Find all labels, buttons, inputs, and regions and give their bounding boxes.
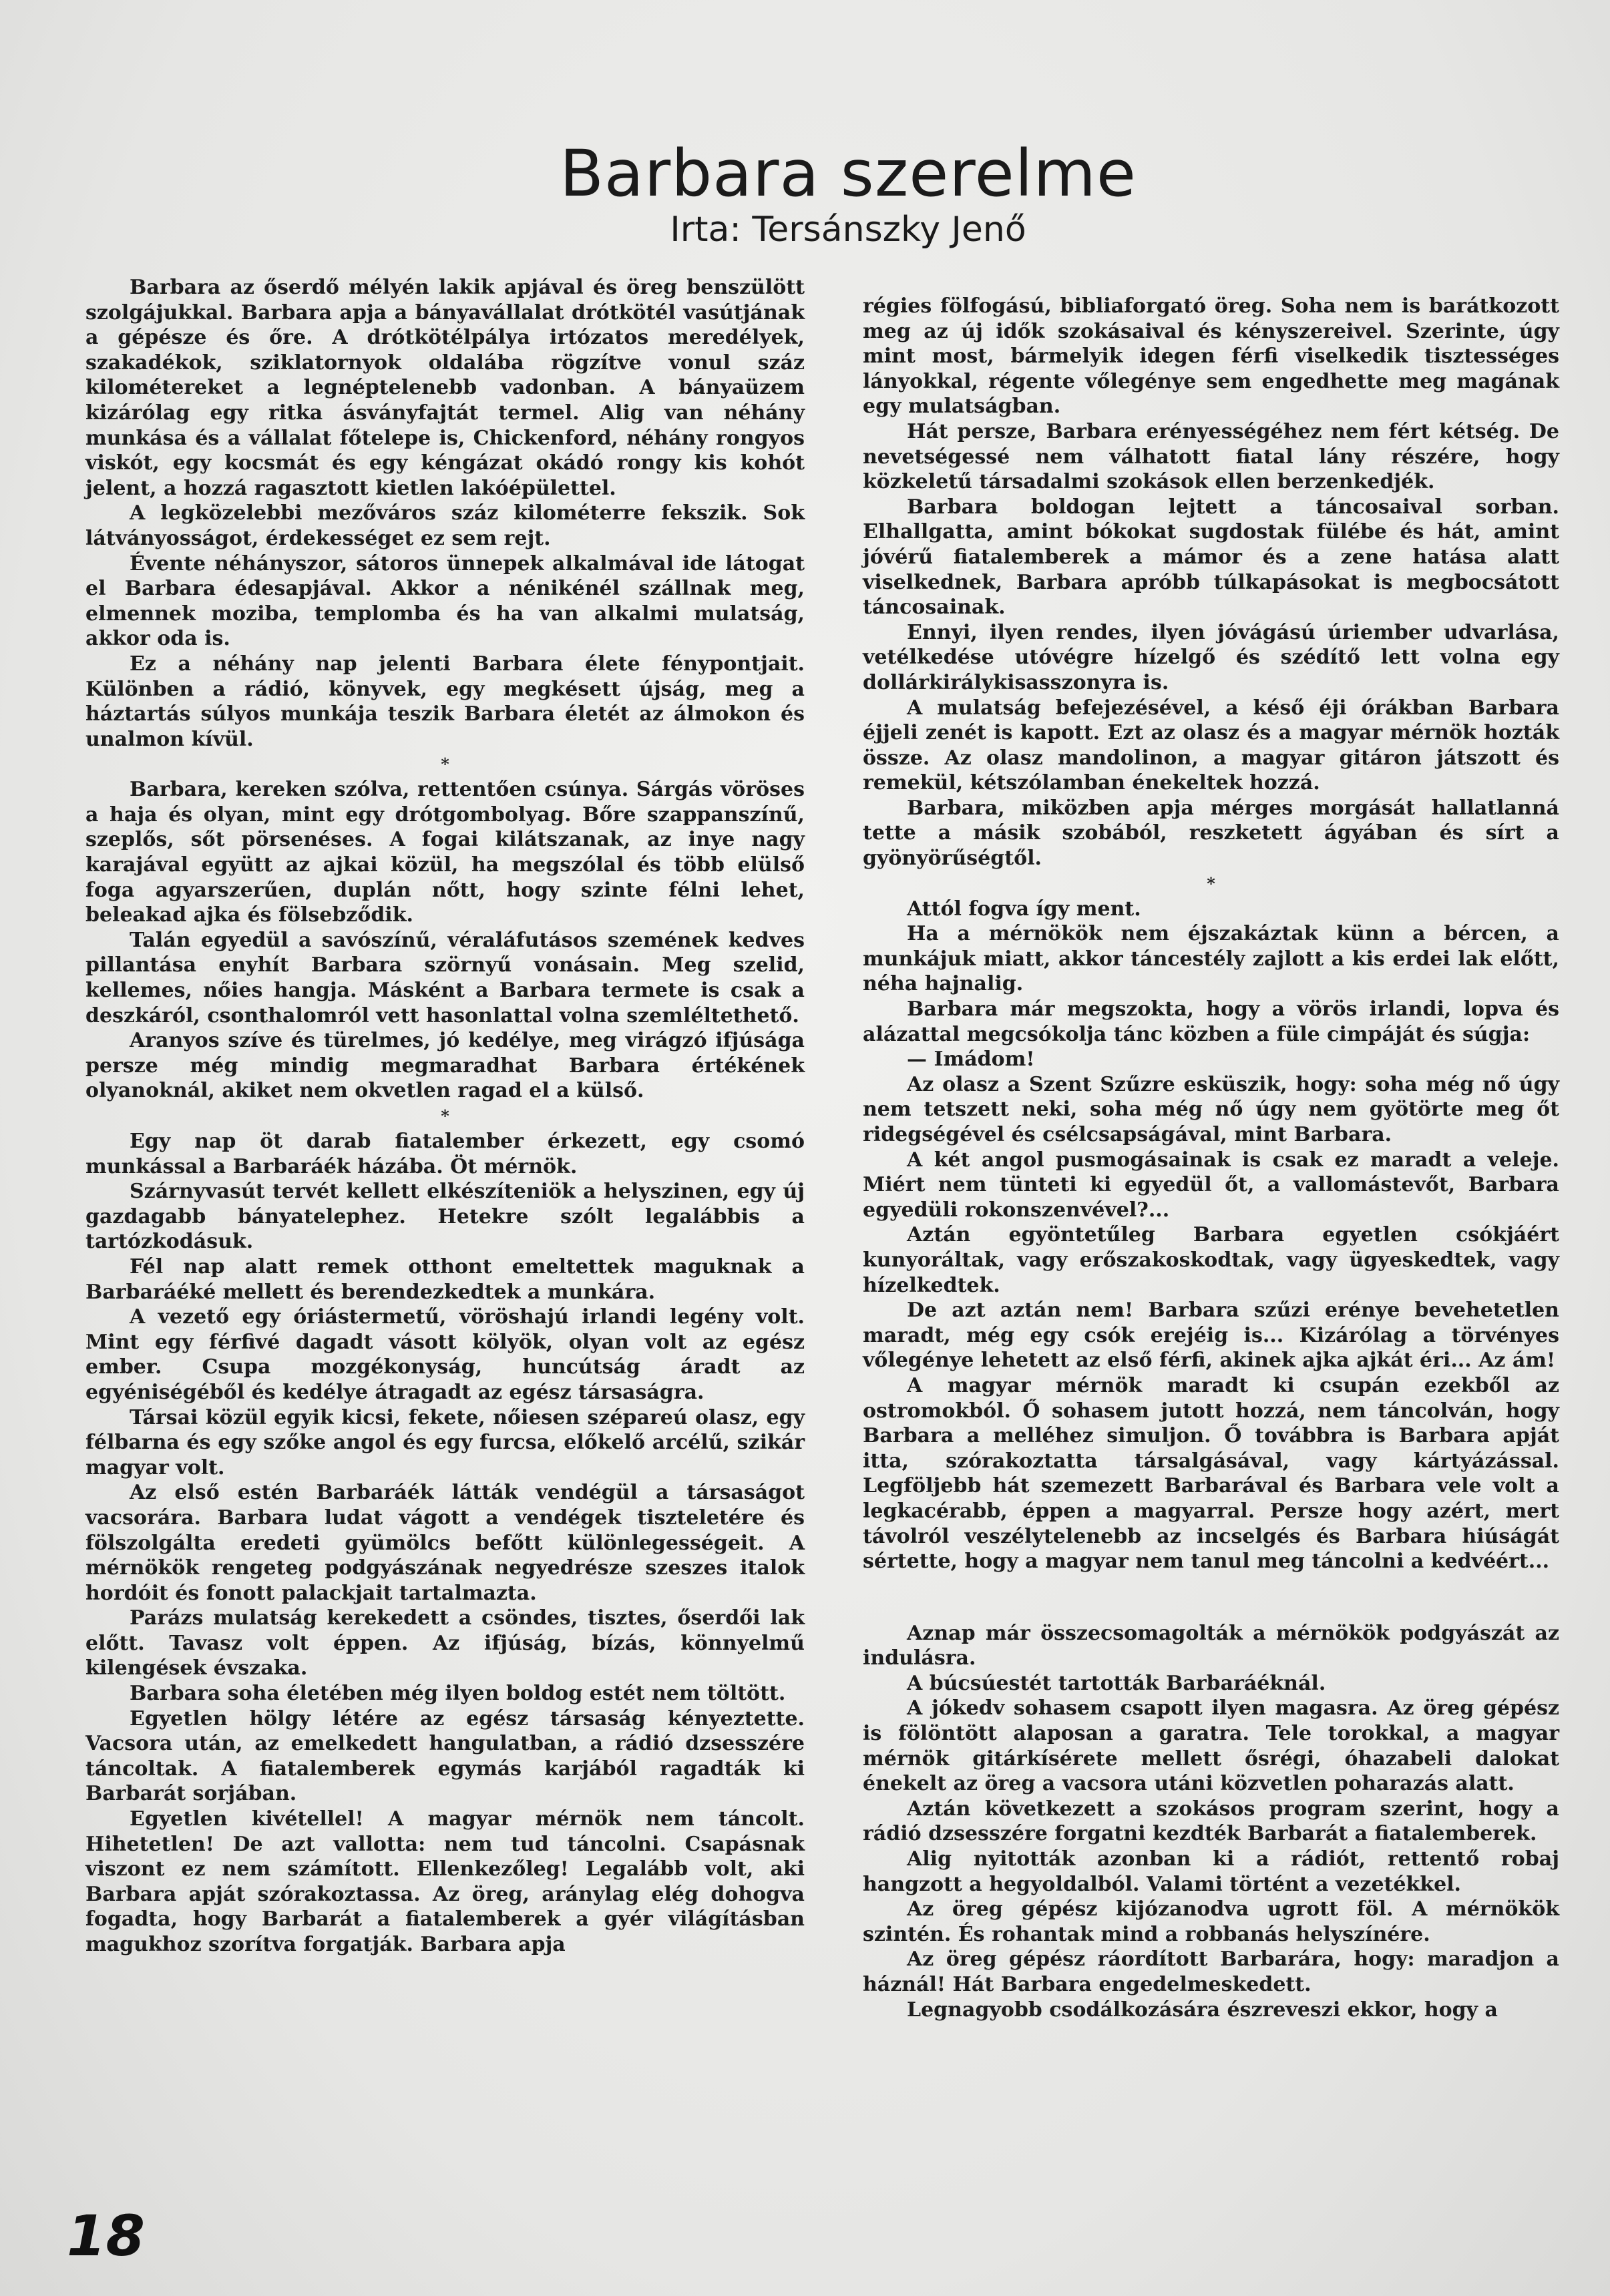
paragraph: Talán egyedül a savószínű, véraláfutásos szemének kedves pillantása enyhít Barbara szörnyű vonásain. Meg szelid, kellemes, nőies hangja. Másként a Barbara termete is csak a deszkáról, csonthalomról vett hasonlattal volna szemléltethető.: [85, 928, 805, 1027]
paragraph: Alig nyitották azonban ki a rádiót, rettentő robaj hangzott a hegyoldalból. Valami történt a vezetékkel.: [863, 1847, 1559, 1896]
section-gap: [863, 1574, 1559, 1621]
paragraph: Parázs mulatság kerekedett a csöndes, tisztes, őserdői lak előtt. Tavasz volt éppen. Az ifjúság, bízás, könnyelmű kilengések évszaka.: [85, 1606, 805, 1680]
paragraph: Attól fogva így ment.: [907, 897, 1141, 921]
paragraph: Aznap már összecsomagolták a mérnökök podgyászát az indulásra.: [863, 1621, 1559, 1670]
paragraph: régies fölfogású, bibliaforgató öreg. Soha nem is barátkozott meg az új idők szokásaival és kényszereivel. Szerinte, úgy mint most, bármelyik idegen férfi viselkedik tisztességes lányokkal, régente vőlegénye sem engedhette meg magának egy mulatságban.: [863, 294, 1559, 419]
page-number: 18: [67, 2203, 145, 2269]
paragraph: Ha a mérnökök nem éjszakáztak künn a bércen, a munkájuk miatt, akkor táncestély zajlott a kis erdei lak előtt, néha hajnalig.: [863, 922, 1559, 996]
paragraph: Társai közül egyik kicsi, fekete, nőiesen szépareú olasz, egy félbarna és egy szőke angol és egy furcsa, előkelő arcélű, szikár magyar volt.: [85, 1405, 805, 1479]
paragraph: Az olasz a Szent Szűzre esküszik, hogy: soha még nő úgy nem tetszett neki, soha még nő úgy nem gyötörte meg őt ridegségével és csélcsapságával, mint Barbara.: [863, 1072, 1559, 1146]
paragraph: Az öreg gépész ráordított Barbarára, hogy: maradjon a háznál! Hát Barbara engedelmeskedett.: [863, 1947, 1559, 1996]
paragraph: Aztán egyöntetűleg Barbara egyetlen csókjáért kunyoráltak, vagy erőszakoskodtak, vagy ügyeskedtek, vagy hízelkedtek.: [863, 1223, 1559, 1297]
paragraph: A búcsúestét tartották Barbaráéknál.: [907, 1671, 1326, 1695]
paragraph: Barbara az őserdő mélyén lakik apjával és öreg benszülött szolgájukkal. Barbara apja a bányavállalat drótkötél vasútjának a gépésze és őre. A drótkötélpálya irtózatos meredélyek, szakadékok, sziklatornyok oldalába rögzítve vonul száz kilométereket a legnéptelenebb vadonban. A bányaüzem kizárólag egy ritka ásványfajtát termel. Alig van néhány munkása és a vállalat főtelepe is, Chickenford, néhány rongyos viskót, egy kocsmát és egy kéngázat okádó rongy kis kohót jelent, a hozzá ragasztott kietlen lakóépülettel.: [85, 276, 805, 500]
paragraph: A két angol pusmogásainak is csak ez maradt a veleje. Miért nem tünteti ki egyedül őt, a vallomástevőt, Barbara egyedüli rokonszenvével?...: [863, 1148, 1559, 1222]
section-separator: *: [441, 1106, 449, 1126]
paragraph: Az öreg gépész kijózanodva ugrott föl. A mérnökök szintén. És rohantak mind a robbanás helyszínére.: [863, 1897, 1559, 1946]
right-column: [863, 294, 1559, 2270]
paragraph: Hát persze, Barbara erényességéhez nem fért kétség. De nevetségessé nem válhatott fiatal lány részére, hogy közkeletű társadalmi szokások ellen berzenkedjék.: [863, 419, 1559, 494]
section-separator: *: [1207, 873, 1215, 893]
paragraph: Ennyi, ilyen rendes, ilyen jóvágású úriember udvarlása, vetélkedése utóvégre hízelgő és szédítő lett volna egy dollárkirálykisasszonyra is.: [863, 620, 1559, 694]
paragraph: Legnagyobb csodálkozására észreveszi ekkor, hogy a: [907, 1998, 1498, 2022]
paragraph: Barbara már megszokta, hogy a vörös irlandi, lopva és alázattal megcsókolja tánc közben a füle cimpáját és súgja:: [863, 997, 1559, 1046]
paragraph: Egyetlen hölgy létére az egész társaság kényeztette. Vacsora után, az emelkedett hangulatban, a rádió dzsesszére táncoltak. A fiatalemberek egymás karjából ragadták ki Barbarát sorjában.: [85, 1706, 805, 1806]
paragraph: Szárnyvasút tervét kellett elkészíteniök a helyszinen, egy új gazdagabb bányatelephez. Hetekre szólt legalábbis a tartózkodásuk.: [85, 1180, 805, 1254]
section-separator: *: [441, 754, 449, 774]
paragraph: Fél nap alatt remek otthont emeltettek maguknak a Barbaráéké mellett és berendezkedtek a munkára.: [85, 1254, 805, 1304]
paragraph: A vezető egy óriástermetű, vöröshajú irlandi legény volt. Mint egy férfivé dagadt vásott kölyök, olyan volt az egész ember. Csupa mozgékonyság, huncútság áradt az egyéniségéből és kedélye átragadt az egész társaságra.: [85, 1305, 805, 1404]
paragraph: A legközelebbi mezőváros száz kilométerre fekszik. Sok látványosságot, érdekességet ez sem rejt.: [85, 501, 805, 550]
paragraph: De azt aztán nem! Barbara szűzi erénye bevehetetlen maradt, még egy csók erejéig is... Kizárólag a törvényes vőlegénye lehetett az első férfi, akinek ajka ajkát éri... Az ám!: [863, 1299, 1559, 1373]
paragraph: — Imádom!: [907, 1048, 1035, 1072]
article-title: Barbara szerelme: [560, 136, 1137, 211]
paragraph: Barbara, miközben apja mérges morgását hallatlanná tette a másik szobából, reszketett ágyában és sírt a gyönyörűségtől.: [863, 796, 1559, 871]
paragraph: Az első estén Barbaráék látták vendégül a társaságot vacsorára. Barbara ludat vágott a vendégek tiszteletére és fölszolgálta eredeti gyümölcs befőtt különlegességeit. A mérnökök rengeteg podgyászának negyedrésze szeszes italok hordóit és fonott palackjait tartalmazta.: [85, 1481, 805, 1605]
article-byline: Irta: Tersánszky Jenő: [670, 210, 1026, 250]
paragraph: Barbara soha életében még ilyen boldog estét nem töltött.: [130, 1682, 786, 1706]
paragraph: Ez a néhány nap jelenti Barbara élete fénypontjait. Különben a rádió, könyvek, egy megkésett újság, meg a háztartás súlyos munkája teszik Barbara életét az álmokon és unalmon kívül.: [85, 652, 805, 751]
paragraph: Aranyos szíve és türelmes, jó kedélye, meg virágzó ifjúsága persze még mindig megmaradhat Barbara értékének olyanoknál, akiket nem okvetlen ragad el a külső.: [85, 1029, 805, 1103]
paragraph: Évente néhányszor, sátoros ünnepek alkalmával ide látogat el Barbara édesapjával. Akkor a nénikénél szállnak meg, elmennek moziba, templomba és ha van alkalmi mulatság, akkor oda is.: [85, 551, 805, 651]
paragraph: Aztán következett a szokásos program szerint, hogy a rádió dzsesszére forgatni kezdték Barbarát a fiatalemberek.: [863, 1797, 1559, 1846]
paragraph: A jókedv sohasem csapott ilyen magasra. Az öreg gépész is fölöntött alaposan a garatra. Tele torokkal, a magyar mérnök gitárkísérete mellett ősrégi, óhazabeli dalokat énekelt az öreg a vacsora utáni közvetlen poharazás alatt.: [863, 1696, 1559, 1796]
paragraph: Egy nap öt darab fiatalember érkezett, egy csomó munkással a Barbaráék házába. Öt mérnök.: [85, 1130, 805, 1178]
paragraph: Barbara, kereken szólva, rettentően csúnya. Sárgás vöröses a haja és olyan, mint egy drótgombolyag. Bőre szappanszínű, szeplős, sőt pörsenéses. A fogai kilátszanak, az inye nagy karajával együtt az ajkai közül, ha megszólal és több elülső foga agyarszerűen, duplán nőtt, hogy szinte félni lehet, beleakad ajka és fölsebződik.: [85, 778, 805, 927]
paragraph: A mulatság befejezésével, a késő éji órákban Barbara éjjeli zenét is kapott. Ezt az olasz és a magyar mérnök hozták össze. Az olasz mandolinon, a magyar gitáron játszott és remekül, kétszólamban énekeltek hozzá.: [863, 696, 1559, 795]
paragraph: Egyetlen kivétellel! A magyar mérnök nem táncolt. Hihetetlen! De azt vallotta: nem tud táncolni. Csapásnak viszont ez nem számított. Ellenkezőleg! Legalább volt, aki Barbara apját szórakoztassa. Az öreg, aránylag elég dohogva fogadta, hogy Barbarát a fiatalemberek a gyér világításban magukhoz szorítva forgatják. Barbara apja: [85, 1807, 805, 1956]
paragraph: A magyar mérnök maradt ki csupán ezekből az ostromokból. Ő sohasem jutott hozzá, nem táncolván, hogy Barbara a melléhez simuljon. Ő továbbra is Barbara apját itta, szórakoztatta társalgásával, vagy kártyázással. Legföljebb hát szemezett Barbarával és Barbara vele volt a legkacérabb, éppen a magyarral. Persze hogy azért, mert távolról veszélytelenebb az incselgés és Barbara hiúságát sértette, hogy a magyar nem tanul meg táncolni a kedvéért...: [863, 1373, 1559, 1574]
left-column: [85, 275, 805, 2251]
paragraph: Barbara boldogan lejtett a táncosaival sorban. Elhallgatta, amint bókokat sugdostak fülébe és hát, amint jóvérű fiatalemberek a mámor és a zene hatása alatt viselkednek, Barbara apróbb túlkapásokat is megbocsátott táncosainak.: [863, 495, 1559, 620]
